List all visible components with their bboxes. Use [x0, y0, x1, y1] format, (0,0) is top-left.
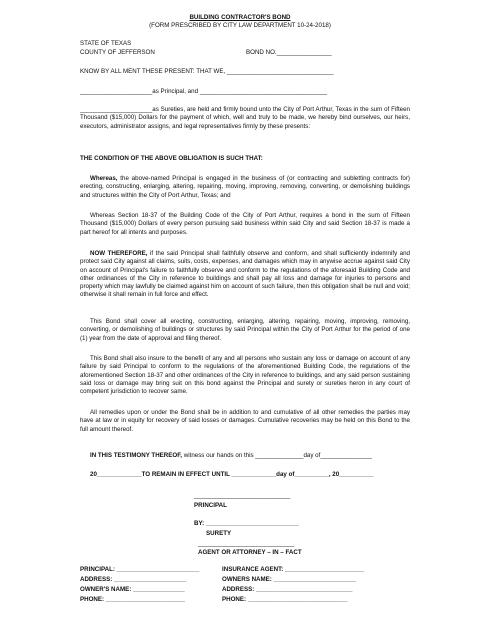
right-field-phone: PHONE: _____________________________ [222, 596, 348, 603]
testimony-lead: IN THIS TESTIMONY THEREOF, [90, 452, 183, 459]
right-field-owners-name: OWNERS NAME: ________________________ [222, 576, 357, 583]
state-line: STATE OF TEXAS [80, 40, 132, 47]
now-therefore-lead: NOW THEREFORE, [90, 250, 148, 257]
know-all-line: KNOW BY ALL MENT THESE PRESENT: THAT WE, _______________________________ [80, 68, 334, 75]
surety-by-line: BY: ___________________________ [194, 520, 299, 527]
principal-signature-label: PRINCIPAL [194, 502, 227, 509]
left-field-principal: PRINCIPAL: ________________________ [80, 566, 200, 573]
right-field-insurance-agent: INSURANCE AGENT: _______________________ [222, 566, 365, 573]
principal-line: _____________________as Principal, and _____________________________________ [80, 88, 328, 95]
form-subtitle: (FORM PRESCRIBED BY CITY LAW DEPARTMENT 10-24-2018) [149, 22, 331, 29]
testimony-text: witness our hands on this ______________day of_______________ [182, 452, 372, 459]
agent-signature-label: AGENT OR ATTORNEY – IN – FACT [198, 549, 302, 556]
now-therefore-paragraph [80, 250, 410, 300]
whereas-text: the above-named Principal is engaged in the business of (or contracting and subletting contracts for) erecting, constructing, enlarging, altering, repairing, moving, improving, removing, converting, or demolishing buildings and structures within the City of Port Arthur, Texas; and [80, 175, 410, 199]
left-field-address: ADDRESS: _____________________ [80, 576, 187, 583]
left-field-phone: PHONE: _______________________ [80, 596, 185, 603]
now-therefore-text: if the said Principal shall faithfully observe and conform, and shall sufficiently indemnify and protect said City against all claims, suits, costs, expenses, and damages which may in anywise accrue against said City on account of Principal's failure to faithfully observe and conform to the regulations of the aforesaid Building Code and other ordinances of the City in reference to buildings and shall pay all loss and damage for injuries to persons and property which may lawfully be claimed against him on account of such failure, then this obligation shall be null and void; otherwise it shall remain in full force and effect. [80, 250, 411, 299]
principal-signature-line: ____________________________ [194, 492, 291, 499]
whereas-paragraph-2: Whereas Section 18-37 of the Building Code of the City of Port Arthur, requires a bond in the sum of Fifteen Thousand ($15,000) Dollars of every person pursuing said business within said City and said Section 18-37 is made a part hereof for all intents and purposes. [80, 212, 410, 236]
condition-heading: THE CONDITION OF THE ABOVE OBLIGATION IS SUCH THAT: [80, 155, 263, 162]
testimony-line [90, 452, 372, 460]
inure-paragraph: This Bond shall also insure to the benefit of any and all persons who sustain any loss or damage on account of any failure by said Principal to conform to the regulations of the aforementioned Building Code, the regulations of the aforementioned Section 18-37 and other ordinances of the City in reference to buildings, and any said person sustaining said loss or damage may bring suit on this bond against the Principal and surety or sureties heron in any court of competent jurisdiction to recover same. [80, 355, 410, 396]
effect-line: 20_____________TO REMAIN IN EFFECT UNTIL _____________day of__________, 20__________ [90, 471, 374, 478]
county-line: COUNTY OF JEFFERSON [80, 49, 155, 56]
sureties-paragraph: _____________________as Sureties, are held and firmly bound unto the City of Port Arthur, Texas in the sum of Fifteen Thousand ($15,000) Dollars for the payment of which, well and truly to be made, we hereby bind ourselves, our heirs, executors, administrator assigns, and legal representatives firmly by these presents: [80, 106, 410, 130]
whereas-paragraph-1 [80, 175, 410, 200]
remedies-paragraph: All remedies upon or under the Bond shall be in addition to and cumulative of all other remedies the parties may have at law or in equity for recovery of said losses or damages. Cumulative recoveries may be held on this Bond to the full amount thereof. [80, 409, 410, 433]
agent-signature-line: ____________________________ [198, 540, 295, 547]
right-field-address: ADDRESS: ____________________________ [222, 586, 353, 593]
coverage-paragraph: This Bond shall cover all erecting, constructing, enlarging, altering, repairing, moving, improving, removing, converting, or demolishing of buildings or structures by said Principal within the City of Port Arthur for the period of one (1) year from the date of approval and filing thereof. [80, 318, 410, 342]
bond-number-field: BOND NO.________________ [246, 49, 332, 56]
surety-label: SURETY [206, 530, 232, 537]
left-field-owners-name: OWNER'S NAME: _______________ [80, 586, 185, 593]
whereas-lead: Whereas, [90, 175, 118, 182]
form-title: BUILDING CONTRACTOR'S BOND [189, 14, 291, 21]
